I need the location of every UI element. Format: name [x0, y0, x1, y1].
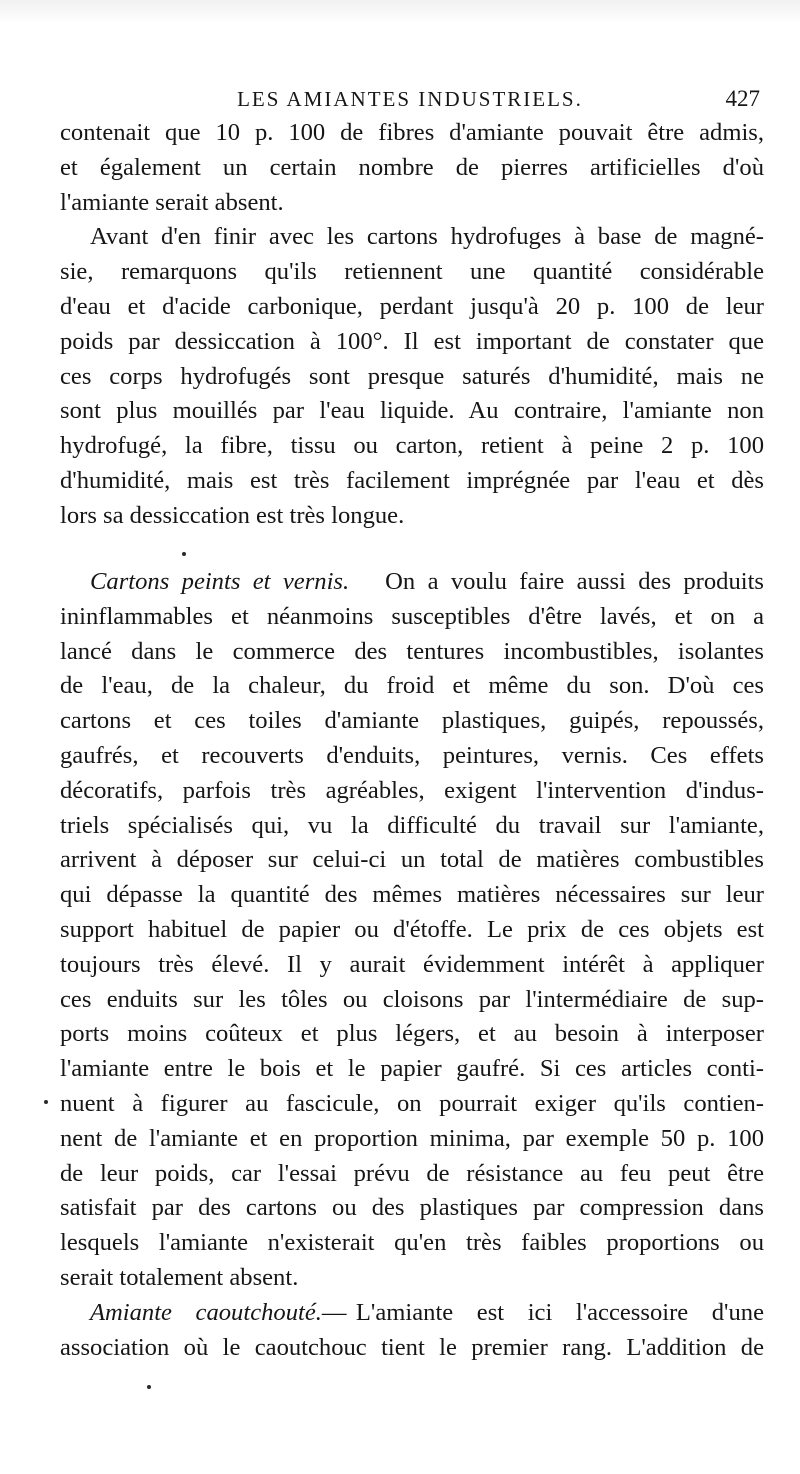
text-line: sont plus mouillés par l'eau liquide. Au contraire, l'amiante non — [60, 397, 764, 425]
scan-speck — [44, 1100, 48, 1104]
heading-dash: — — [321, 1299, 347, 1326]
text-line: qui dépasse la quantité des mêmes matières nécessaires sur leur — [60, 881, 764, 909]
text-line: hydrofugé, la fibre, tissu ou carton, retient à peine 2 p. 100 — [60, 432, 764, 460]
text-fragment: L'amiante est ici l'accessoire d'une — [355, 1299, 764, 1326]
text-line: ininflammables et néanmoins susceptibles d'être lavés, et on a — [60, 602, 764, 630]
text-line: ports moins coûteux et plus légers, et au besoin à interposer — [60, 1020, 764, 1048]
text-line: ces corps hydrofugés sont presque saturés d'humidité, mais ne — [60, 362, 764, 390]
text-line: ces enduits sur les tôles ou cloisons par l'intermédiaire de sup- — [60, 985, 764, 1013]
text-line: satisfait par des cartons ou des plastiques par compression dans — [60, 1194, 764, 1222]
scan-speck — [182, 552, 186, 556]
section-heading-amiante-caoutchoute: Amiante caoutchouté. — [90, 1299, 322, 1326]
text-line: contenait que 10 p. 100 de fibres d'amiante pouvait être admis, — [60, 119, 764, 146]
running-header — [60, 84, 760, 114]
text-line: et également un certain nombre de pierres artificielles d'où — [60, 153, 764, 181]
text-line: support habituel de papier ou d'étoffe. Le prix de ces objets est — [60, 915, 764, 943]
text-line: décoratifs, parfois très agréables, exigent l'intervention d'indus- — [60, 776, 764, 804]
text-line: toujours très élevé. Il y aurait évidemment intérêt à appliquer — [60, 950, 764, 978]
scan-speck — [147, 1385, 151, 1389]
text-block-cartons-peints — [60, 565, 764, 1296]
paragraph-opening-line — [60, 565, 764, 600]
text-line: gaufrés, et recouverts d'enduits, peintures, vernis. Ces effets — [60, 741, 764, 769]
text-line: lesquels l'amiante n'existerait qu'en très faibles proportions ou — [60, 1229, 764, 1257]
text-line: cartons et ces toiles d'amiante plastiques, guipés, repoussés, — [60, 707, 764, 735]
page-number: 427 — [725, 86, 760, 111]
text-line: poids par dessiccation à 100°. Il est important de constater que — [60, 327, 764, 355]
section-heading-cartons-peints: Cartons peints et vernis. — [90, 568, 350, 595]
text-fragment: On a voulu faire aussi des produits — [385, 568, 764, 595]
text-line: de l'eau, de la chaleur, du froid et même du son. D'où ces — [60, 672, 764, 700]
text-line: nuent à figurer au fascicule, on pourrait exiger qu'ils contien- — [60, 1089, 764, 1117]
text-block-upper — [60, 116, 764, 534]
text-line: lancé dans le commerce des tentures incombustibles, isolantes — [60, 637, 764, 665]
text-line: de leur poids, car l'essai prévu de résistance au feu peut être — [60, 1159, 764, 1187]
text-line: d'humidité, mais est très facilement imprégnée par l'eau et dès — [60, 466, 764, 494]
paragraph-opening-line — [60, 1296, 764, 1331]
text-line: d'eau et d'acide carbonique, perdant jusqu'à 20 p. 100 de leur — [60, 292, 764, 320]
running-title: LES AMIANTES INDUSTRIELS. — [237, 87, 583, 111]
text-line: sie, remarquons qu'ils retiennent une quantité considérable — [60, 258, 764, 286]
text-line: l'amiante serait absent. — [60, 188, 284, 216]
text-line: association où le caoutchouc tient le premier rang. L'addition de — [60, 1333, 764, 1361]
text-line: l'amiante entre le bois et le papier gaufré. Si ces articles conti- — [60, 1055, 764, 1083]
scan-edge-shading — [0, 0, 800, 24]
text-line: arrivent à déposer sur celui-ci un total de matières combustibles — [60, 846, 764, 874]
text-line: serait totalement absent. — [60, 1263, 299, 1291]
text-line: lors sa dessiccation est très longue. — [60, 501, 405, 529]
text-line: nent de l'amiante et en proportion minima, par exemple 50 p. 100 — [60, 1124, 764, 1152]
text-block-amiante-caoutchoute — [60, 1296, 764, 1366]
text-line: triels spécialisés qui, vu la difficulté du travail sur l'amiante, — [60, 811, 764, 839]
text-line: Avant d'en finir avec les cartons hydrofuges à base de magné- — [90, 223, 764, 251]
